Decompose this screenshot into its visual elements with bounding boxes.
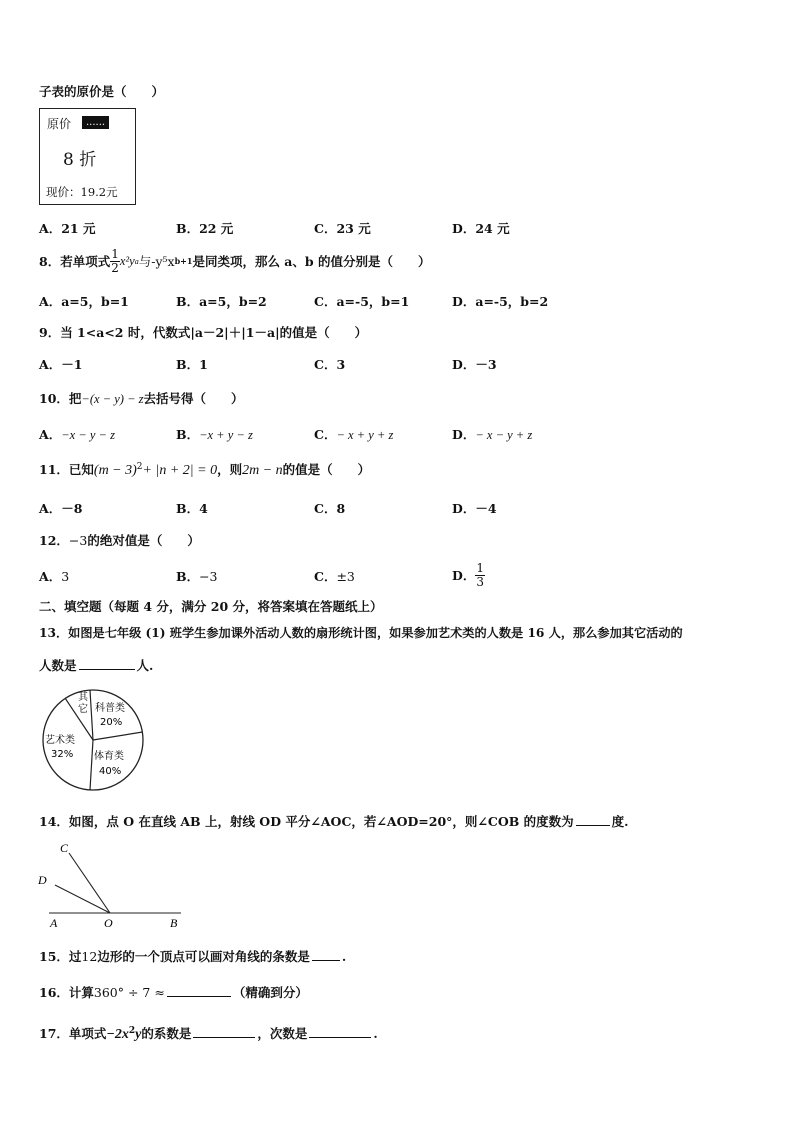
q8-frac-den: 2 <box>111 260 119 275</box>
pie-divider-pe-art <box>90 740 93 790</box>
original-price-label: 原价 <box>47 117 72 131</box>
q16-answer-blank[interactable] <box>167 995 231 997</box>
q9-option-c: C．3 <box>314 357 346 372</box>
q12-option-c <box>314 567 355 585</box>
q11-stem <box>39 460 370 479</box>
q11-mid: ，则 <box>217 462 243 477</box>
q11-option-d: D．－4 <box>452 501 497 516</box>
pie-label-science-name: 科普类 <box>95 703 125 714</box>
q17-post: . <box>373 1026 378 1041</box>
q10-option-b <box>176 425 253 443</box>
q12-option-b <box>176 567 218 585</box>
q10-option-a-expr: −x − y − z <box>61 428 115 442</box>
label-d: D <box>38 873 47 887</box>
q12-option-a-val: 3 <box>61 569 70 584</box>
q10-option-a <box>39 425 115 443</box>
ray-od <box>55 885 110 913</box>
q17-mid-2: ，次数是 <box>257 1026 308 1041</box>
q10-option-c-label: C． <box>314 427 337 442</box>
q17-mid: 的系数是 <box>141 1026 192 1041</box>
q17-monomial-sup: 2 <box>128 1025 136 1036</box>
q8-pre: 若单项式 <box>60 254 111 269</box>
pie-label-art-name: 艺术类 <box>45 735 75 746</box>
q11-expr-1-sup: 2 <box>136 461 143 472</box>
q11-option-c: C．8 <box>314 501 346 516</box>
q13-line-2 <box>39 656 153 674</box>
ray-oc <box>69 853 110 913</box>
q14-answer-blank[interactable] <box>576 824 610 826</box>
q16-expression: 360° ÷ 7 ≈ <box>93 985 165 1000</box>
q12-number: 12． <box>39 533 69 548</box>
q9-option-d: D．－3 <box>452 357 497 372</box>
pie-label-other-2: 它 <box>78 704 88 715</box>
label-c: C <box>60 841 69 855</box>
q17-pre: 17．单项式 <box>39 1026 107 1041</box>
q15-mid: 边形的一个顶点可以画对角线的条数是 <box>97 949 310 964</box>
q17-coefficient-blank[interactable] <box>193 1036 255 1038</box>
q17-monomial-tail: y <box>135 1027 142 1042</box>
q9-option-a: A．－1 <box>39 357 83 372</box>
q8-option-b: B．a=5，b=2 <box>176 294 267 309</box>
q12-option-a-label: A． <box>39 569 62 584</box>
q13-line-1: 13．如图是七年级 (1) 班学生参加课外活动人数的扇形统计图，如果参加艺术类的人数是 16 人，那么参加其它活动的 <box>39 626 683 640</box>
discount-label: 8 折 <box>63 150 97 170</box>
q12-option-d-fraction <box>475 562 485 588</box>
q15-post: . <box>341 949 347 964</box>
q8-stem <box>39 244 431 278</box>
q10-option-d <box>452 425 532 443</box>
original-price-hidden: ...... <box>82 116 109 129</box>
q10-post: 去括号得（ ） <box>143 391 244 406</box>
q17-degree-blank[interactable] <box>309 1036 371 1038</box>
pie-chart <box>39 688 149 792</box>
q12-option-d-label: D． <box>452 568 476 583</box>
pie-label-other-1: 其 <box>78 692 88 703</box>
q11-expr-2: + |n + 2| = 0 <box>142 463 218 478</box>
label-b: B <box>170 916 178 930</box>
q15-number-of-sides: 12 <box>81 949 98 964</box>
q8-post: 是同类项，那么 a、b 的值分别是（ ） <box>192 254 431 269</box>
q8-option-d: D．a=-5，b=2 <box>452 294 549 309</box>
angle-figure <box>35 837 185 933</box>
q12-option-a <box>39 567 69 585</box>
q8-mid: 与 <box>138 254 152 269</box>
label-a: A <box>50 916 58 930</box>
q12-option-d <box>452 558 485 592</box>
q8-monomial-1-sup: a <box>134 256 139 266</box>
pie-divider-science-pe <box>93 732 143 740</box>
q10-option-c-expr: − x + y + z <box>336 428 394 442</box>
pie-label-pe-pct: 40% <box>99 766 122 777</box>
q10-number: 10．把 <box>39 391 82 406</box>
q12-stem <box>39 531 200 549</box>
q12-option-c-val: ±3 <box>336 569 355 584</box>
q13-line-2-post: 人. <box>136 658 154 673</box>
section-2-heading: 二、填空题（每题 4 分，满分 20 分，将答案填在答题纸上） <box>39 599 383 614</box>
q16-pre: 16．计算 <box>39 985 94 1000</box>
q14-stem <box>39 812 629 830</box>
q17-stem <box>39 1024 378 1043</box>
q7-option-d: D．24 元 <box>452 221 510 236</box>
q16-stem <box>39 983 308 1001</box>
q10-option-b-expr: −x + y − z <box>199 428 253 442</box>
q12-post: 的绝对值是（ ） <box>87 533 200 548</box>
q11-number: 11．已知 <box>39 462 94 477</box>
price-tag-box <box>39 108 136 205</box>
q7-stem: 子表的原价是（ ） <box>39 84 165 99</box>
q10-stem <box>39 389 244 407</box>
q12-option-d-num: 1 <box>476 560 484 575</box>
pie-label-science-pct: 20% <box>100 717 123 728</box>
q8-monomial-2: -y⁵x <box>151 253 175 269</box>
q12-expression: −3 <box>68 533 88 548</box>
q8-frac-num: 1 <box>111 246 119 261</box>
pie-label-art-pct: 32% <box>51 749 74 760</box>
q8-number: 8． <box>39 254 61 269</box>
q14-pre: 14．如图，点 O 在直线 AB 上，射线 OD 平分∠AOC，若∠AOD=20°，则∠COB 的度数为 <box>39 814 574 829</box>
pie-divider-other-science <box>90 690 93 740</box>
q10-option-c <box>314 425 393 443</box>
q10-option-d-expr: − x − y + z <box>475 428 533 442</box>
q17-monomial: −2x <box>106 1027 129 1042</box>
q12-option-d-den: 3 <box>476 574 484 589</box>
pie-label-pe-name: 体育类 <box>94 751 124 762</box>
q11-post: 的值是（ ） <box>282 462 371 477</box>
q11-expr-1: (m − 3) <box>93 463 137 478</box>
q15-answer-blank[interactable] <box>312 959 340 961</box>
q11-expr-3: 2m − n <box>242 463 283 478</box>
label-o: O <box>104 916 113 930</box>
q7-option-a: A．21 元 <box>39 221 96 236</box>
q15-pre: 15．过 <box>39 949 82 964</box>
q12-option-c-label: C． <box>314 569 337 584</box>
q10-option-a-label: A． <box>39 427 62 442</box>
q15-stem <box>39 947 346 965</box>
q7-option-c: C．23 元 <box>314 221 371 236</box>
q10-expression: −(x − y) − z <box>81 392 144 406</box>
q8-option-a: A．a=5，b=1 <box>39 294 129 309</box>
q10-option-d-label: D． <box>452 427 476 442</box>
q13-answer-blank[interactable] <box>79 668 135 670</box>
q12-option-b-val: −3 <box>199 569 218 584</box>
q12-option-b-label: B． <box>176 569 200 584</box>
q10-option-b-label: B． <box>176 427 200 442</box>
q11-option-b: B．4 <box>176 501 208 516</box>
q8-monomial-1: x²y <box>119 253 135 268</box>
q11-option-a: A．－8 <box>39 501 83 516</box>
q16-post: （精确到分） <box>232 985 308 1000</box>
q8-option-c: C．a=-5，b=1 <box>314 294 410 309</box>
q8-fraction <box>110 248 120 274</box>
q9-stem: 9．当 1<a<2 时，代数式|a－2|＋|1－a|的值是（ ） <box>39 325 368 340</box>
current-price-label: 现价：19.2元 <box>46 185 118 199</box>
q9-option-b: B．1 <box>176 357 208 372</box>
q8-monomial-2-sup: b+1 <box>174 256 193 266</box>
q7-option-b: B．22 元 <box>176 221 234 236</box>
q13-line-2-pre: 人数是 <box>39 658 77 673</box>
q14-post: 度. <box>611 814 629 829</box>
